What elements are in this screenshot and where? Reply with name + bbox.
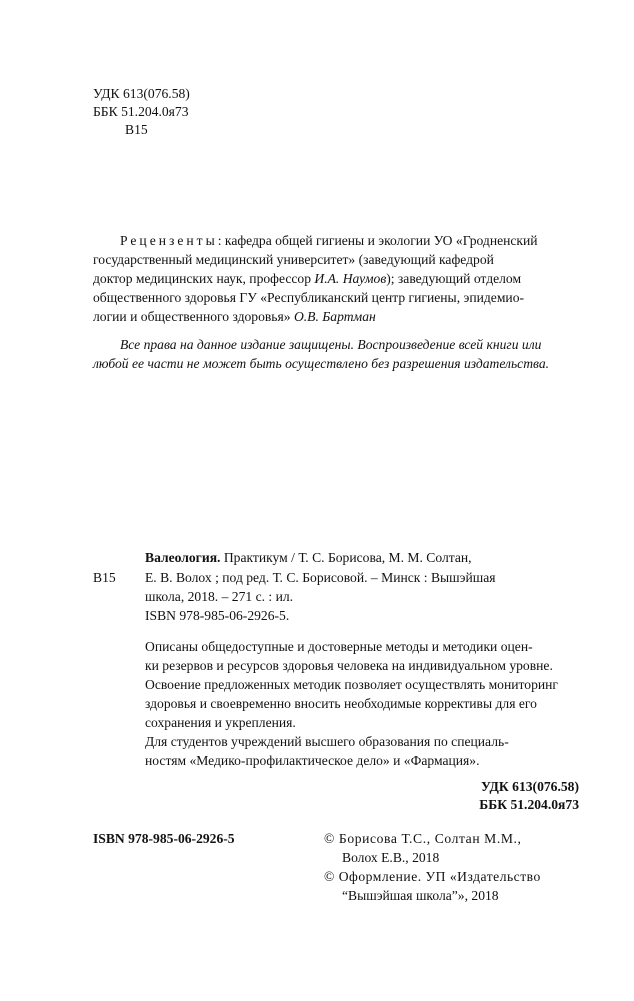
udk-code-bottom: УДК 613(076.58) — [480, 779, 579, 794]
reviewers-line-1: : кафедра общей гигиены и экологии УО «Гродненский — [217, 233, 538, 248]
reviewers-line-2: государственный медицинский университет» (заведующий кафедрой — [93, 252, 494, 267]
biblio-line-1: Практикум / Т. С. Борисова, М. М. Солтан, — [220, 550, 472, 565]
copyright-line-1: © Борисова Т.С., Солтан М.М., — [324, 831, 522, 846]
reviewers-line-5: логии и общественного здоровья» — [93, 309, 294, 324]
bbk-code-bottom: ББК 51.204.0я73 — [479, 797, 579, 812]
reviewers-label: Рецензенты — [120, 233, 218, 248]
bbk-code-top: ББК 51.204.0я73 — [93, 104, 189, 119]
biblio-isbn: ISBN 978-985-06-2926-5. — [145, 608, 290, 623]
biblio-title: Валеология. — [145, 550, 221, 565]
isbn-bold: ISBN 978-985-06-2926-5 — [93, 831, 235, 846]
reviewers-line-3b: ); заведующий отделом — [386, 271, 522, 286]
reviewer-name-naumov: И.А. Наумов — [314, 271, 387, 286]
biblio-line-3: школа, 2018. – 271 с. : ил. — [145, 589, 294, 604]
copyright-line-4: “Вышэйшая школа”», 2018 — [342, 888, 499, 903]
copyright-line-3: © Оформление. УП «Издательство — [324, 869, 541, 884]
annotation-line-1: Описаны общедоступные и достоверные методы и методики оцен- — [145, 639, 533, 654]
annotation-line-4: здоровья и своевременно вносить необходимые коррективы для его — [145, 696, 537, 711]
annotation-line-2: ки резервов и ресурсов здоровья человека на индивидуальном уровне. — [145, 658, 553, 673]
biblio-line-2: Е. В. Волох ; под ред. Т. С. Борисовой. – Минск : Вышэйшая — [145, 570, 496, 585]
reviewers-line-3: доктор медицинских наук, профессор — [93, 271, 315, 286]
author-mark-top: В15 — [125, 122, 148, 137]
copyright-line-2: Волох Е.В., 2018 — [342, 850, 440, 865]
annotation-line-5: сохранения и укрепления. — [145, 715, 296, 730]
udk-code-top: УДК 613(076.58) — [93, 86, 190, 101]
reviewers-line-4: общественного здоровья ГУ «Республиканский центр гигиены, эпидемио- — [93, 290, 525, 305]
annotation-line-7: ностям «Медико-профилактическое дело» и «Фармация». — [145, 753, 480, 768]
annotation-line-3: Освоение предложенных методик позволяет осуществлять мониторинг — [145, 677, 558, 692]
annotation-line-6: Для студентов учреждений высшего образования по специаль- — [145, 734, 509, 749]
biblio-author-mark: В15 — [93, 570, 116, 585]
rights-line-1: Все права на данное издание защищены. Воспроизведение всей книги или — [120, 337, 542, 352]
reviewer-name-bartman: О.В. Бартман — [293, 309, 376, 324]
rights-line-2: любой ее части не может быть осуществлено без разрешения издательства. — [93, 356, 550, 371]
